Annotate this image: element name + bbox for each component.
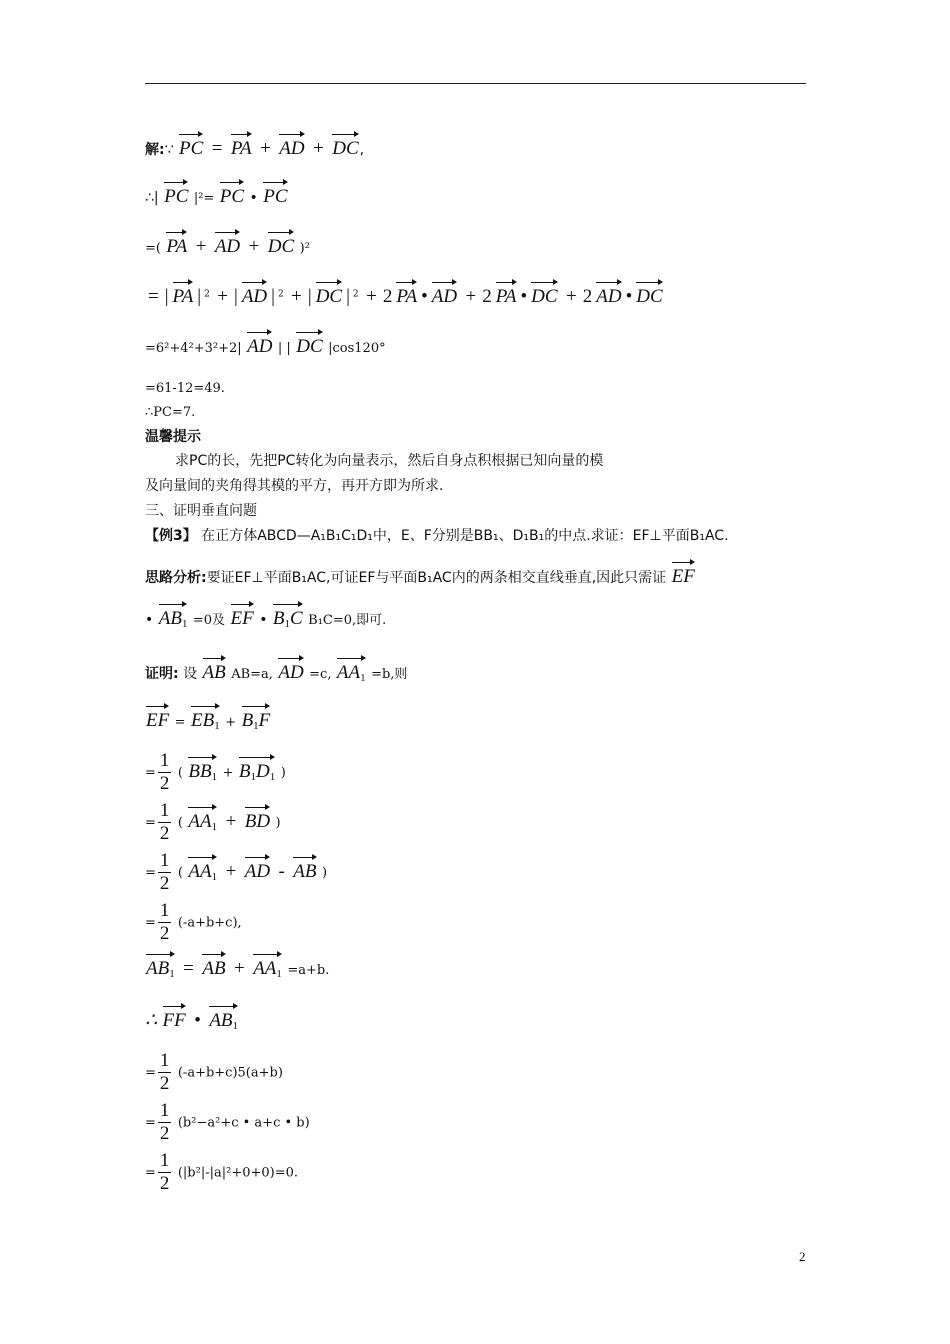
proof-line-2: = $\frac{1}{2}$ ( $BB_1 + B_1D_1$ ): [145, 750, 286, 794]
proof-line-7: ∴ FF • $AB_1$: [145, 1002, 239, 1036]
solution-line-5: =6²+4²+3²+2| AD | | DC |cos120°: [145, 328, 386, 358]
vector-bd: BD: [245, 803, 270, 832]
proof-line-1: EF = $EB_1 + B_1F$: [145, 702, 271, 736]
vector-pc: PC: [220, 178, 244, 207]
vector-b1d1: $B_1D_1$: [239, 753, 275, 787]
vector-ad: AD: [432, 278, 457, 307]
vector-pc: PC: [179, 130, 203, 159]
proof-intro-line: 证明: 设 AB AB=a, AD =c, $AA_1 =b$,则: [145, 654, 407, 688]
analysis-line: 思路分析:要证EF⊥平面B₁AC,可证EF与平面B₁AC内的两条相交直线垂直,因此只需证 EF: [145, 552, 696, 587]
vector-dc: DC: [316, 278, 342, 307]
vector-pc: PC: [263, 178, 287, 207]
analysis-line-2: • $AB_1 =0$及 EF • $B_1C$ B₁C=0,即可.: [145, 600, 386, 634]
solution-line-3: =( PA + AD + DC )²: [145, 228, 310, 258]
vector-ad: AD: [247, 328, 272, 357]
vector-ab1: $AB_1$: [209, 1002, 238, 1036]
vector-pa: PA: [496, 278, 517, 307]
vector-aa1: $AA_1$: [188, 803, 217, 837]
fraction-half: $\frac{1}{2}$: [159, 1050, 170, 1094]
vector-ab: AB: [293, 853, 316, 882]
solution-line-2: ∴| PC |²= PC • PC: [145, 178, 289, 208]
section-heading: 三、证明垂直问题: [145, 503, 257, 519]
vector-aa1: $AA_1$: [188, 853, 217, 887]
fraction-half: $\frac{1}{2}$: [159, 1100, 170, 1144]
vector-dc: DC: [531, 278, 557, 307]
vector-pa: PA: [173, 278, 194, 307]
vector-ad: AD: [245, 853, 270, 882]
proof-line-8: = $\frac{1}{2}$ (-a+b+c)5(a+b): [145, 1050, 283, 1094]
proof-line-6: $AB_1$ = AB + $AA_1 =a+b$.: [145, 950, 329, 984]
vector-dc: DC: [268, 228, 294, 257]
vector-b1c: $B_1C$: [273, 600, 303, 634]
result-line-2: ∴PC=7.: [145, 405, 196, 420]
proof-line-9: = $\frac{1}{2}$ (b²−a²+c • a+c • b): [145, 1100, 310, 1144]
vector-ef: EF: [146, 702, 169, 731]
vector-pa: PA: [166, 228, 187, 257]
vector-ad: AD: [215, 228, 240, 257]
vector-ad: AD: [242, 278, 267, 307]
vector-bb1: $BB_1$: [188, 753, 217, 787]
fraction-half: $\frac{1}{2}$: [159, 800, 170, 844]
vector-ff: FF: [163, 1002, 186, 1031]
fraction-half: $\frac{1}{2}$: [159, 900, 170, 944]
vector-dc: DC: [296, 328, 322, 357]
proof-label: 证明:: [145, 666, 179, 682]
solution-line-1: 解:∵ PC = PA + AD + DC,: [145, 130, 364, 159]
vector-ef: EF: [672, 558, 695, 587]
result-line-1: =61-12=49.: [145, 381, 225, 396]
solution-label: 解:: [145, 142, 165, 158]
header-rule: [145, 83, 806, 84]
vector-ad: AD: [596, 278, 621, 307]
vector-aa1: $AA_1$: [253, 950, 282, 984]
solution-line-4: = | PA | $^2$ + | AD | $^2$ + | DC | $^2$ + 2 PA • AD + 2 PA • DC + 2 AD • DC: [145, 278, 664, 307]
example-text: 在正方体ABCD—A₁B₁C₁D₁中，E、F分别是BB₁、D₁B₁的中点.求证：EF⊥平面B₁AC.: [201, 528, 729, 544]
analysis-label: 思路分析:: [145, 570, 207, 586]
vector-ab1: $AB_1$: [159, 600, 188, 634]
tip-text-1: 求PC的长，先把PC转化为向量表示，然后自身点积根据已知向量的模: [175, 453, 604, 469]
vector-pa: PA: [231, 130, 252, 159]
vector-ef: EF: [231, 600, 254, 629]
proof-line-4: = $\frac{1}{2}$ ( $AA_1$ + AD - AB ): [145, 850, 328, 894]
proof-line-3: = $\frac{1}{2}$ ( $AA_1$ + BD ): [145, 800, 281, 844]
vector-ab: AB: [203, 654, 226, 683]
fraction-half: $\frac{1}{2}$: [159, 850, 170, 894]
tip-text-2: 及向量间的夹角得其模的平方，再开方即为所求.: [145, 478, 444, 494]
example-line: [145, 527, 729, 545]
proof-line-5: = $\frac{1}{2}$ (-a+b+c),: [145, 900, 242, 944]
vector-ad: AD: [278, 654, 303, 683]
example-label: 【例3】: [145, 528, 197, 544]
vector-dc: DC: [636, 278, 662, 307]
fraction-half: $\frac{1}{2}$: [159, 1150, 170, 1194]
vector-ab1: $AB_1$: [146, 950, 175, 984]
vector-pa: PA: [396, 278, 417, 307]
page-number: 2: [799, 1249, 806, 1264]
proof-line-10: = $\frac{1}{2}$ (|b²|-|a|²+0+0)=0.: [145, 1150, 299, 1194]
vector-eb1: $EB_1$: [191, 702, 220, 736]
vector-b1f: $B_1F$: [242, 702, 271, 736]
vector-ad: AD: [279, 130, 304, 159]
vector-pc: PC: [164, 178, 188, 207]
vector-ab: AB: [202, 950, 225, 979]
vector-dc: DC: [332, 130, 358, 159]
tip-title: 温馨提示: [145, 429, 201, 445]
fraction-half: $\frac{1}{2}$: [159, 750, 170, 794]
vector-aa1: $AA_1$: [337, 654, 366, 688]
